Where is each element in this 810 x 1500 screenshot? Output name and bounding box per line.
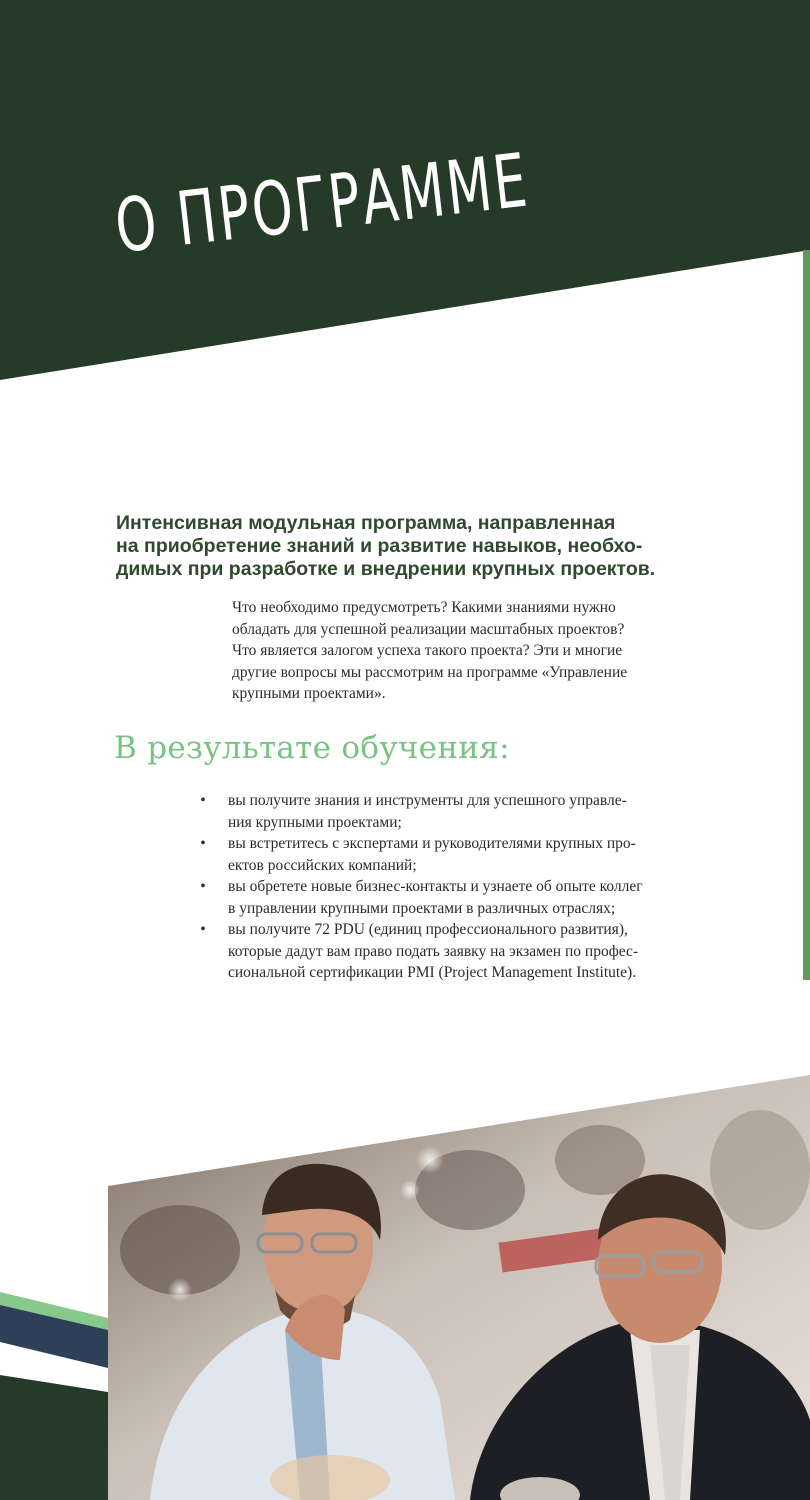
- intro-line: другие вопросы мы рассмотрим на программе «Управление: [232, 663, 628, 681]
- bullet-icon: •: [200, 835, 206, 852]
- lead-line: на приобретение знаний и развитие навыков, необхо-: [116, 535, 643, 557]
- list-item-line: сиональной сертификации PMI (Project Management Institute).: [228, 964, 637, 981]
- list-item-line: ектов российских компаний;: [228, 856, 417, 874]
- lead-line: Интенсивная модульная программа, направленная: [116, 512, 616, 534]
- results-heading: В результате обучения:: [114, 730, 510, 766]
- list-item-line: в управлении крупными проектами в различных отраслях;: [228, 899, 616, 917]
- list-item-line: которые дадут вам право подать заявку на экзамен по профес-: [228, 942, 639, 960]
- list-item-line: вы обретете новые бизнес-контакты и узнаете об опыте коллег: [228, 878, 643, 895]
- intro-line: Что является залогом успеха такого проекта? Эти и многие: [232, 642, 623, 659]
- intro-line: обладать для успешной реализации масштабных проектов?: [232, 620, 625, 638]
- bullet-icon: •: [200, 921, 206, 938]
- list-item-line: вы встретитесь с экспертами и руководителями крупных про-: [228, 835, 636, 852]
- lead-line: димых при разработке и внедрении крупных проектов.: [116, 558, 656, 580]
- page-title: О ПРОГРАММЕ: [110, 137, 534, 270]
- intro-line: крупными проектами».: [232, 685, 386, 702]
- bullet-icon: •: [200, 792, 206, 809]
- bullet-icon: •: [200, 878, 206, 895]
- list-item-line: вы получите 72 PDU (единиц профессионального развития),: [228, 921, 628, 938]
- list-item-line: ния крупными проектами;: [228, 813, 402, 831]
- intro-line: Что необходимо предусмотреть? Какими знаниями нужно: [232, 599, 616, 616]
- list-item-line: вы получите знания и инструменты для успешного управле-: [228, 792, 627, 809]
